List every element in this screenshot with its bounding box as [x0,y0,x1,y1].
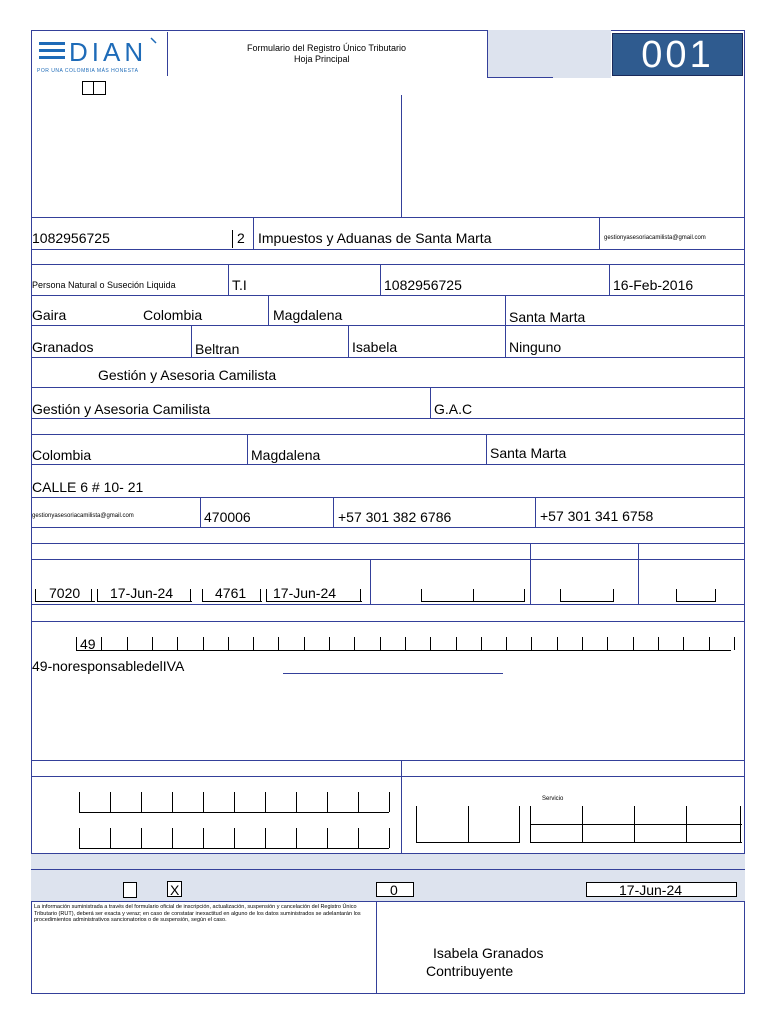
usuarios-tick [79,792,80,812]
rule-387 [31,387,745,388]
responsibility-tick [430,637,431,650]
rule-497 [31,497,745,498]
date-field[interactable] [586,882,737,897]
responsibility-tick [304,637,305,650]
responsibility-tick [405,637,406,650]
responsibility-tick [709,637,710,650]
form-subtitle: Hoja Principal [294,54,350,64]
srv-tick-3 [634,806,635,842]
em-div-2 [333,497,334,528]
rule-776 [31,776,745,777]
form-number-badge [612,33,743,76]
phone-2-value: +57 301 341 6758 [540,508,654,524]
footer-checkbox-checked[interactable] [167,881,182,897]
business-name-value: Gestión y Asesoria Camilista [98,367,277,383]
act-div-b [638,543,639,604]
nit-col-divider [253,217,254,250]
responsibility-tick [557,637,558,650]
usuarios-tick [265,828,266,848]
responsibility-tick [253,637,254,650]
act-base-2 [97,601,192,602]
usuarios-tick [141,792,142,812]
postal-code-value: 470006 [204,509,251,525]
rule-527 [31,527,745,528]
footer-checkbox-empty[interactable] [123,882,137,898]
responsibility-tick [177,637,178,650]
usuarios-tick [389,828,390,848]
other-names-value: Ninguno [509,339,562,355]
rule-434 [31,434,745,435]
dv-tick [232,230,233,248]
first-name-value: Isabela [352,339,398,355]
main-activity-date: 17-Jun-24 [110,585,174,601]
srv-tick-2 [582,806,583,842]
email-top-value: gestionyasesoriacamilista@gmail.com [604,235,706,241]
nit-value: 1082956725 [32,230,110,246]
act-tick-15 [715,589,716,602]
em-div-3 [535,497,536,528]
responsibility-underline [283,673,503,674]
secondary-activity-date: 17-Jun-24 [273,585,337,601]
header-gray-underline [487,77,553,78]
usuarios-baseline [79,812,389,813]
usuarios-tick [389,792,390,812]
exp-tick-2 [468,806,469,842]
usuarios-tick [141,828,142,848]
nm-div-2 [348,325,349,358]
act-base-3 [202,601,262,602]
tt-div-1 [228,264,229,296]
responsibility-tick [531,637,532,650]
second-surname-value: Beltran [195,341,240,357]
legal-disclaimer: La información suministrada a través del formulario oficial de inscripción, actualización, suspensión y cancelación del Registro Único Tributario (RUT), deberá ser exacta y veraz; en caso de constatar inexactitud en alguno de los datos suministrados se adelantarán los procedimientos administrativos sancionatorios o de suspensión, según el caso. [34,904,361,923]
responsibility-code-1: 49 [80,636,96,652]
rule-760 [31,760,745,761]
first-surname-value: Granados [32,339,94,355]
act-tick-6 [260,589,261,602]
responsibility-tick [203,637,204,650]
rule-295 [31,295,745,296]
attachments-field[interactable] [376,882,414,897]
srv-base [530,842,742,843]
responsibility-tick [506,637,507,650]
usuarios-tick [203,828,204,848]
responsibility-tick [228,637,229,650]
act-base-7 [676,601,716,602]
responsibility-tick [101,637,102,650]
exp-tick-3 [519,806,520,842]
responsibility-tick [76,637,77,650]
responsibility-tick [354,637,355,650]
rule-621 [31,621,745,622]
rule-604 [31,604,745,605]
responsibility-tick [633,637,634,650]
responsibility-tick [658,637,659,650]
issue-place-value: Gaira [32,307,67,323]
secondary-activity-code: 4761 [215,585,247,601]
usuarios-tick [234,792,235,812]
act-tick-4 [190,589,191,602]
responsibility-tick [127,637,128,650]
usuarios-baseline [79,848,389,849]
dian-office-value: Impuestos y Aduanas de Santa Marta [258,230,492,246]
doc-number-value: 1082956725 [384,277,462,293]
email-col-divider [599,217,600,250]
usuarios-tick [327,792,328,812]
servicio-label: Servicio [542,796,564,802]
usuarios-tick [172,792,173,812]
responsibility-tick [329,637,330,650]
address-value: CALLE 6 # 10- 21 [32,479,144,495]
usuarios-tick [358,792,359,812]
rule-464 [31,464,745,465]
rule-217 [31,217,745,218]
usuarios-tick [265,792,266,812]
signer-role: Contribuyente [426,963,514,979]
issue-department-value: Magdalena [273,307,343,323]
cn-div [430,387,431,419]
usuarios-tick [79,828,80,848]
rule-264 [31,264,745,265]
responsibility-tick [683,637,684,650]
act-base-4 [266,601,362,602]
exp-base-1 [416,842,520,843]
responsibility-baseline [76,650,731,651]
responsibility-tick [734,637,735,650]
act-tick-13 [613,589,614,602]
header-row [31,30,745,79]
act-base-6 [560,601,614,602]
responsibility-tick [278,637,279,650]
svg-text:DIAN: DIAN [69,37,148,67]
issue-date-value: 16-Feb-2016 [613,277,694,293]
act-tick-2 [91,589,92,602]
usuarios-divider [401,760,402,854]
concept-checkbox-right[interactable] [93,81,106,95]
issue-city-value: Santa Marta [509,309,586,325]
logo-tagline: POR UNA COLOMBIA MÁS HONESTA [37,68,139,74]
issue-country-value: Colombia [143,307,203,323]
responsibility-description: 49-noresponsabledelIVA [32,658,185,674]
usuarios-tick [110,828,111,848]
header-top-rule [31,30,745,31]
responsibility-tick [152,637,153,650]
gray-band-1 [31,854,745,869]
dian-logo [33,32,168,76]
rule-357 [31,357,745,358]
doc-type-value: T.I [232,277,247,293]
taxpayer-type-value: Persona Natural o Suseción Liquida [32,280,176,290]
responsibility-tick [456,637,457,650]
checkbox-mark: X [170,882,180,898]
location-country-value: Colombia [32,447,92,463]
header-gray-cell [487,30,611,78]
usuarios-tick [172,828,173,848]
location-department-value: Magdalena [251,447,321,463]
location-email-value: gestionyasesoriacamilista@gmail.com [32,513,134,519]
loc-div-2 [486,434,487,464]
usuarios-tick [203,792,204,812]
phone-1-value: +57 301 382 6786 [338,509,452,525]
usuarios-tick [234,828,235,848]
usuarios-tick [296,792,297,812]
rule-901 [31,901,745,902]
form-number: 001 [641,34,714,76]
tt-div-3 [609,264,610,296]
footer-date: 17-Jun-24 [619,882,683,898]
ident-divider [401,95,402,218]
attachments-count: 0 [390,882,398,898]
rule-249 [31,249,745,250]
loc-div-1 [247,434,248,464]
nm-div-1 [191,325,192,358]
dv-value: 2 [237,230,245,246]
responsibility-tick [481,637,482,650]
srv-tick-4 [686,806,687,842]
act-tick-8 [360,589,361,602]
em-div-1 [200,497,201,528]
srv-tick-5 [740,806,741,842]
commercial-name-value: Gestión y Asesoria Camilista [32,401,211,417]
rule-325 [31,325,745,326]
acronym-value: G.A.C [434,401,473,417]
act-tick-10 [473,589,474,602]
usuarios-tick [296,828,297,848]
rule-418 [31,418,745,419]
responsibility-tick [582,637,583,650]
act-base-1 [35,601,95,602]
responsibility-tick [380,637,381,650]
responsibility-tick [607,637,608,650]
usuarios-tick [358,828,359,848]
act-div-c [370,559,371,604]
nm-div-3 [505,325,506,358]
location-city-value: Santa Marta [490,445,567,461]
ip-div-1 [268,295,269,325]
exp-tick-1 [416,806,417,842]
tt-div-2 [380,264,381,296]
signer-name: Isabela Granados [433,945,544,961]
form-title: Formulario del Registro Único Tributario [247,43,407,53]
usuarios-tick [327,828,328,848]
signature-divider [376,901,377,994]
ip-div-2 [505,295,506,325]
act-div-a [530,543,531,604]
act-tick-11 [524,589,525,602]
srv-mid [530,824,742,825]
main-activity-code: 7020 [49,585,81,601]
usuarios-tick [110,792,111,812]
